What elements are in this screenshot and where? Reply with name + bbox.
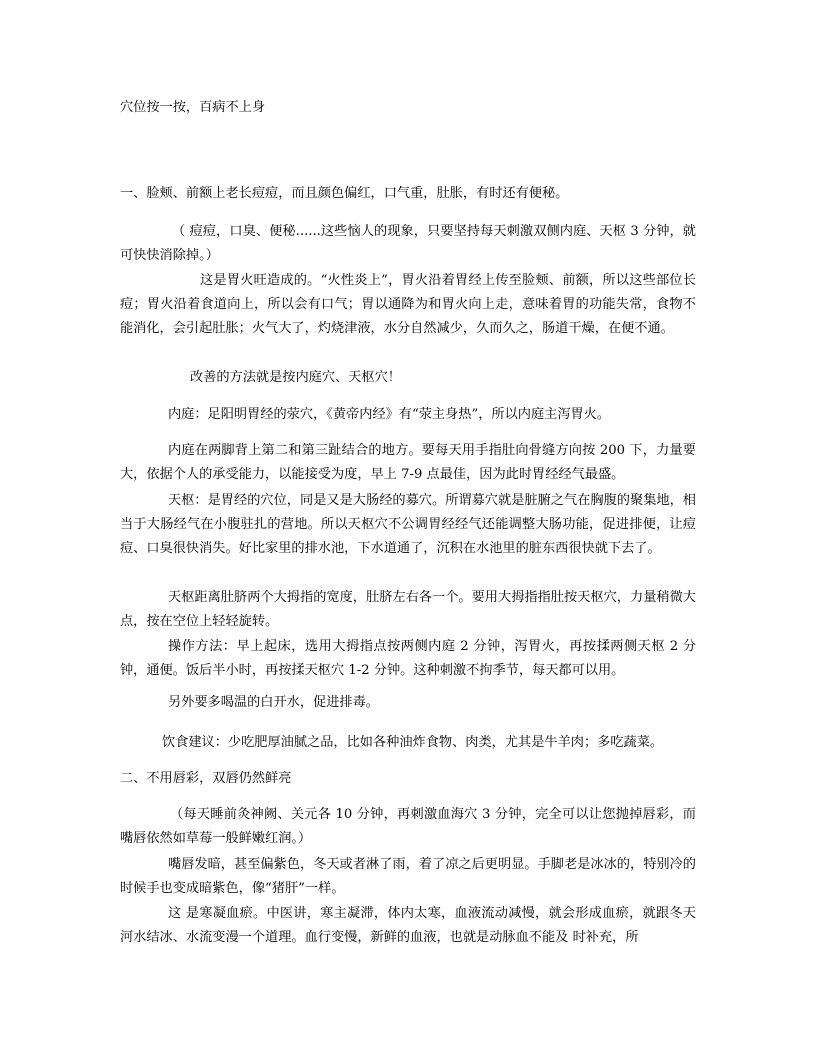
section-2-cause: 这 是寒凝血瘀。中医讲，寒主凝滞，体内太寒，血液流动减慢，就会形成血瘀，就跟冬天河水结冰、水流变漫一个道理。血行变慢，新鲜的血液，也就是动脉血不能及 时补充，所 (120, 906, 696, 945)
section-1-cause: 这是胃火旺造成的。“火性炎上”，胃火沿着胃经上传至脸颊、前额，所以这些部位长痘；胃火沿着食道向上，所以会有口气；胃以通降为和胃火向上走，意味着胃的功能失常，食物不能消化，会引起肚胀；火气大了，灼烧津液，水分自然减少，久而久之，肠道干燥，在便不通。 (120, 273, 696, 336)
water-advice: 另外要多喝温的白开水，促进排毒。 (168, 695, 379, 710)
tianshu-location: 天枢距离肚脐两个大拇指的宽度，肚脐左右各一个。要用大拇指指肚按天枢穴，力量稍微大点，按在空位上轻轻旋转。 (120, 590, 696, 629)
section-2-heading: 二、不用唇彩，双唇仍然鲜亮 (120, 771, 292, 786)
section-2-intro: （每天睡前灸神阙、关元各 10 分钟，再刺激血海穴 3 分钟，完全可以让您抛掉唇彩，而嘴唇依然如草莓一般鲜嫩红润。） (120, 807, 696, 846)
neiting-definition: 内庭：足阳明胃经的荥穴，《黄帝内经》有“荥主身热”，所以内庭主泻胃火。 (168, 407, 611, 422)
section-2-symptom: 嘴唇发暗，甚至偏紫色，冬天或者淋了雨，着了凉之后更明显。手脚老是冰冰的，特别冷的时候手也变成暗紫色，像“猪肝”一样。 (120, 857, 696, 896)
tianshu-definition: 天枢：是胃经的穴位，同是又是大肠经的募穴。所谓募穴就是脏腑之气在胸腹的聚集地，相当于大肠经气在小腹驻扎的营地。所以天枢穴不公调胃经经气还能调整大肠功能，促进排便，让痘痘、口臭很快消失。好比家里的排水池，下水道通了，沉积在水池里的脏东西很快就下去了。 (120, 493, 696, 556)
document-title: 穴位按一按，百病不上身 (120, 100, 266, 115)
section-1-method: 改善的方法就是按内庭穴、天枢穴！ (190, 370, 401, 385)
section-1-intro: （ 痘痘，口臭、便秘......这些恼人的现象，只要坚持每天刺激双侧内庭、天枢 3 分钟，就可快快消除掉。） (120, 224, 696, 263)
neiting-location: 内庭在两脚背上第二和第三趾结合的地方。要每天用手指肚向骨缝方向按 200 下，力量要大，依据个人的承受能力，以能接受为度，早上 7-9 点最佳，因为此时胃经经气最盛。 (120, 443, 696, 482)
diet-advice: 饮食建议：少吃肥厚油腻之品，比如各种油炸食物、肉类，尤其是牛羊肉；多吃蔬菜。 (162, 735, 664, 750)
operation-method: 操作方法：早上起床，选用大拇指点按两侧内庭 2 分钟，泻胃火，再按揉两侧天枢 2 分钟，通便。饭后半小时，再按揉天枢穴 1-2 分钟。这种刺激不拘季节，每天都可以用。 (120, 639, 696, 678)
section-1-heading: 一、脸颊、前额上老长痘痘，而且颜色偏红，口气重，肚胀，有时还有便秘。 (120, 186, 569, 201)
